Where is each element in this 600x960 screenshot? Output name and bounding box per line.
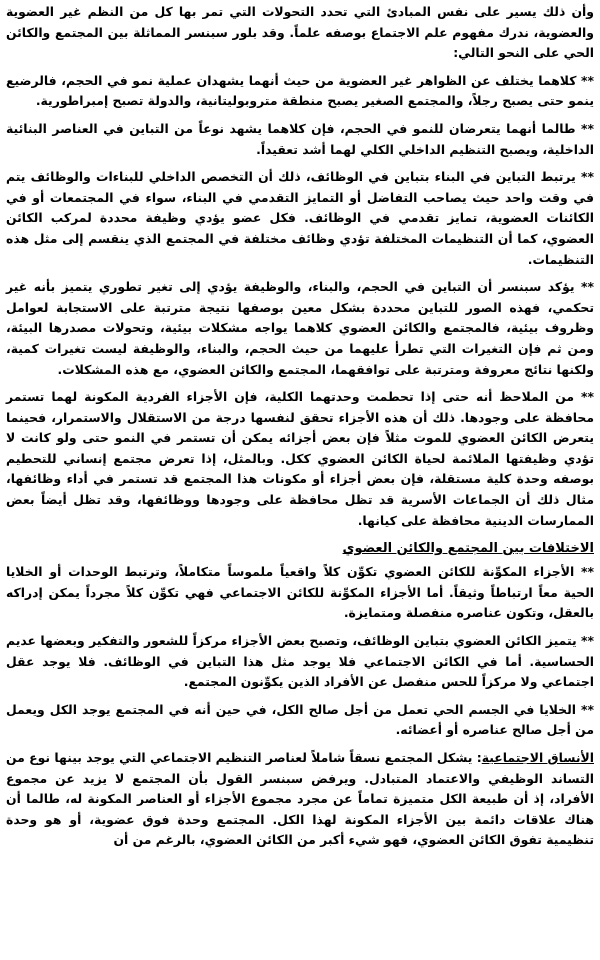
analogy-point-evolution: ** يؤكد سبنسر أن التباين في الحجم، والبناء، والوظيفة يؤدي إلى تغير تطوري يتميز بأنه غير تحكمي، فهذه الصور للتباين محددة بشكل معين بوصفها نتيجة مترتبة على الاستجابة لعوامل وظروف بيئية، فالمجتمع والكائن العضوي كلاهما يواجه مشكلات بيئية، وتحولات مصدرها البيئة، ومن ثم فإن التغيرات التي تطرأ عليهما من حيث الحجم، والبناء، والوظيفة ليست تغيرات كمية، ولكنها نتائج معروفة ومترتبة على توافقهما، المجتمع والكائن العضوي، مع هذه المشكلات. <box>6 279 594 377</box>
analogy-point-survival: ** من الملاحظ أنه حتى إذا تحطمت وحدتهما الكلية، فإن الأجزاء الفردية المكونة لهما تستمر محافظة على وجودها. ذلك أن هذه الأجزاء تحقق لنفسها درجة من الاستقلال والاستمرار، فحينما يتعرض الكائن العضوي للموت مثلاً فإن بعض أجزائه يمكن أن تستمر في النمو حتى ولو كانت لا تؤدي وظيفتها الملائمة لحياة الكائن العضوي ككل. وبالمثل، إذا تعرض مجتمع إنساني للتحطيم بوصفه وحدة كلية مستقلة، فإن بعض أجزاء أو مكونات هذا المجتمع قد تستمر في أداء وظائفها، مثال ذلك أن الجماعات الأسرية قد تظل محافظة على وجودها ووظائفها، وقد تظل أيضاً بعض الممارسات الدينية محافظة على كيانها. <box>6 389 594 528</box>
difference-point-cells: ** الخلايا في الجسم الحي تعمل من أجل صالح الكل، في حين أنه في المجتمع يوجد الكل ويعمل من أجل صالح عناصره أو أعضائه. <box>6 701 594 738</box>
social-systems-text: : يشكل المجتمع نسقاً شاملاً لعناصر التنظيم الاجتماعي التي يوجد بينها نوع من التساند الوظيفي والاعتماد المتبادل. ويرفض سبنسر القول بأن المجتمع لا يزيد عن مجموع الأفراد، إذ أن طبيعة الكل متميزة تماماً عن مجرد مجموع الأجزاء أو العناصر المكونة له، طالما أن هناك علاقات دائمة بين الأجزاء المكونة لهذا الكل. المجتمع وحدة فوق عضوية، أو هو وحدة تنظيمية تفوق الكائن العضوي، فهو شيء أكبر من الكائن العضوي، بالرغم من أن <box>6 750 594 848</box>
difference-point-functions: ** يتميز الكائن العضوي بتباين الوظائف، وتصبح بعض الأجزاء مركزاً للشعور والتفكير وبعضها عديم الحساسية. أما في الكائن الاجتماعي فلا يوجد مثل هذا التباين في الوظائف. فلا يوجد عقل اجتماعي ولا مركزاً للحس منفصل عن الأفراد الذين يكوِّنون المجتمع. <box>6 633 594 690</box>
difference-point-parts: ** الأجزاء المكوِّنة للكائن العضوي تكوِّن كلاً واقعياً ملموساً متكاملاً، وترتبط الوحدات أو الخلايا الحية معاً ارتباطاً وثيقاً. أما الأجزاء المكوِّنة للكائن الاجتماعي فهي تكوِّن كلاً مجرداً يمكن إدراكه بالعقل، وتكون عناصره منفصلة ومتمايزة. <box>6 564 594 621</box>
section-heading-differences: الاختلافات بين المجتمع والكائن العضوي <box>342 541 594 557</box>
social-systems-lead: الأنساق الاجتماعية <box>481 750 594 765</box>
analogy-point-growth: ** كلاهما يختلف عن الظواهر غير العضوية من حيث أنهما يشهدان عملية نمو في الحجم، فالرضيع ينمو حتى يصبح رجلاً، والمجتمع الصغير يصبح منطقة متروبوليتانية، والدولة تصبح إمبراطورية. <box>6 72 594 109</box>
analogy-point-function: ** يرتبط التباين في البناء بتباين في الوظائف، ذلك أن التخصص الداخلي للبناءات والوظائف يتم في وقت واحد حيث يصاحب التفاضل أو التمايز التقدمي في البناء، سواء في المجتمعات أو في الكائنات العضوية، تمايز تقدمي في الوظائف. فكل عضو يؤدي وظيفة محددة لمركب الكائن العضوي، كما أن التنظيمات المختلفة تؤدي وظائف مختلفة في المجتمع الذي ينقسم إلى مثل هذه التنظيمات. <box>6 169 594 267</box>
intro-paragraph: وأن ذلك يسير على نفس المبادئ التي تحدد التحولات التي تمر بها كل من النظم غير العضوية والعضوية، ندرك مفهوم علم الاجتماع بوصفه علماً. وقد بلور سبنسر المماثلة بين المجتمع والكائن الحي على النحو التالي: <box>6 4 594 61</box>
social-systems-paragraph <box>6 748 594 851</box>
analogy-point-differentiation: ** طالما أنهما يتعرضان للنمو في الحجم، فإن كلاهما يشهد نوعاً من التباين في العناصر البنائية الداخلية، ويصبح التنظيم الداخلي الكلي لهما أشد تعقيداً. <box>6 120 594 157</box>
